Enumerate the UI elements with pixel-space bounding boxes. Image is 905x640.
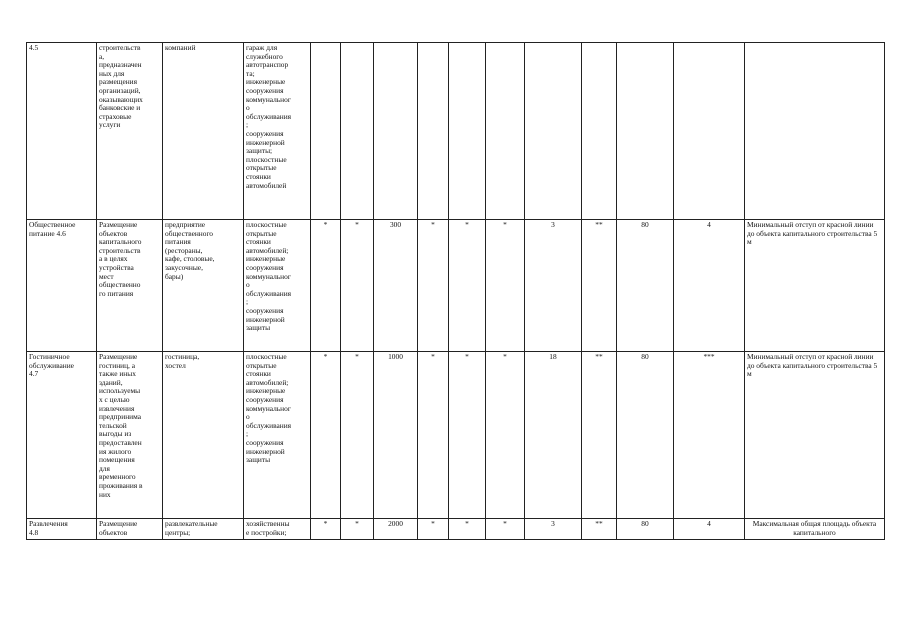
- land-use-description: Размещение объектов: [97, 519, 163, 540]
- param-cell: **: [582, 220, 617, 352]
- param-cell: **: [582, 352, 617, 519]
- table-row: [27, 519, 885, 540]
- permitted-objects: гостиница, хостел: [163, 352, 244, 519]
- param-cell: *: [311, 220, 341, 352]
- land-use-description: Размещение объектов капитального строительств а в целях устройства мест общественно го питания: [97, 220, 163, 352]
- param-cell: *: [486, 352, 525, 519]
- permitted-objects: развлекательные центры;: [163, 519, 244, 540]
- param-cell: **: [582, 519, 617, 540]
- param-cell: *: [449, 352, 486, 519]
- param-cell: [341, 43, 374, 220]
- param-cell: 4: [674, 519, 745, 540]
- param-cell: [449, 43, 486, 220]
- permitted-objects: компаний: [163, 43, 244, 220]
- land-use-code: Развлечения 4.8: [27, 519, 97, 540]
- auxiliary-objects: плоскостные открытые стоянки автомобилей; инженерные сооружения коммунальног о обслуживания ; сооружения инженерной защиты: [244, 352, 311, 519]
- param-cell: [525, 43, 582, 220]
- param-cell: [374, 43, 418, 220]
- note-cell: [745, 43, 885, 220]
- regulations-table: [26, 42, 885, 540]
- param-cell: 2000: [374, 519, 418, 540]
- param-cell: 3: [525, 519, 582, 540]
- param-cell: *: [486, 519, 525, 540]
- note-cell: Минимальный отступ от красной линии до объекта капитального строительства 5 м: [745, 352, 885, 519]
- land-use-description: Размещение гостиниц, а также иных зданий, используемы х с целью извлечения предпринима тельской выгоды из предоставлен ия жилого помещения для временного проживания в них: [97, 352, 163, 519]
- param-cell: 4: [674, 220, 745, 352]
- land-use-description: строительств а, предназначен ных для размещения организаций, оказывающих банковские и страховые услуги: [97, 43, 163, 220]
- param-cell: [418, 43, 449, 220]
- param-cell: [486, 43, 525, 220]
- param-cell: [582, 43, 617, 220]
- param-cell: *: [449, 519, 486, 540]
- table-row: [27, 43, 885, 220]
- param-cell: 300: [374, 220, 418, 352]
- param-cell: [674, 43, 745, 220]
- land-use-code: 4.5: [27, 43, 97, 220]
- note-cell: Максимальная общая площадь объекта капитального: [745, 519, 885, 540]
- param-cell: *: [449, 220, 486, 352]
- land-use-code: Гостиничное обслуживание 4.7: [27, 352, 97, 519]
- auxiliary-objects: гараж для служебного автотранспор та; инженерные сооружения коммунальног о обслуживания ; сооружения инженерной защиты; плоскостные открытые стоянки автомобилей: [244, 43, 311, 220]
- param-cell: 18: [525, 352, 582, 519]
- param-cell: 80: [617, 519, 674, 540]
- param-cell: *: [486, 220, 525, 352]
- param-cell: [311, 43, 341, 220]
- param-cell: *: [418, 519, 449, 540]
- table-row: [27, 220, 885, 352]
- param-cell: ***: [674, 352, 745, 519]
- param-cell: 3: [525, 220, 582, 352]
- param-cell: *: [311, 519, 341, 540]
- param-cell: *: [341, 220, 374, 352]
- param-cell: *: [341, 519, 374, 540]
- param-cell: 1000: [374, 352, 418, 519]
- param-cell: [617, 43, 674, 220]
- land-use-code: Общественное питание 4.6: [27, 220, 97, 352]
- param-cell: *: [311, 352, 341, 519]
- param-cell: 80: [617, 220, 674, 352]
- note-cell: Минимальный отступ от красной линии до объекта капитального строительства 5 м: [745, 220, 885, 352]
- permitted-objects: предприятие общественного питания (рестораны, кафе, столовые, закусочные, бары): [163, 220, 244, 352]
- param-cell: 80: [617, 352, 674, 519]
- table-row: [27, 352, 885, 519]
- param-cell: *: [341, 352, 374, 519]
- param-cell: *: [418, 352, 449, 519]
- param-cell: *: [418, 220, 449, 352]
- auxiliary-objects: хозяйственны е постройки;: [244, 519, 311, 540]
- auxiliary-objects: плоскостные открытые стоянки автомобилей; инженерные сооружения коммунальног о обслуживания ; сооружения инженерной защиты: [244, 220, 311, 352]
